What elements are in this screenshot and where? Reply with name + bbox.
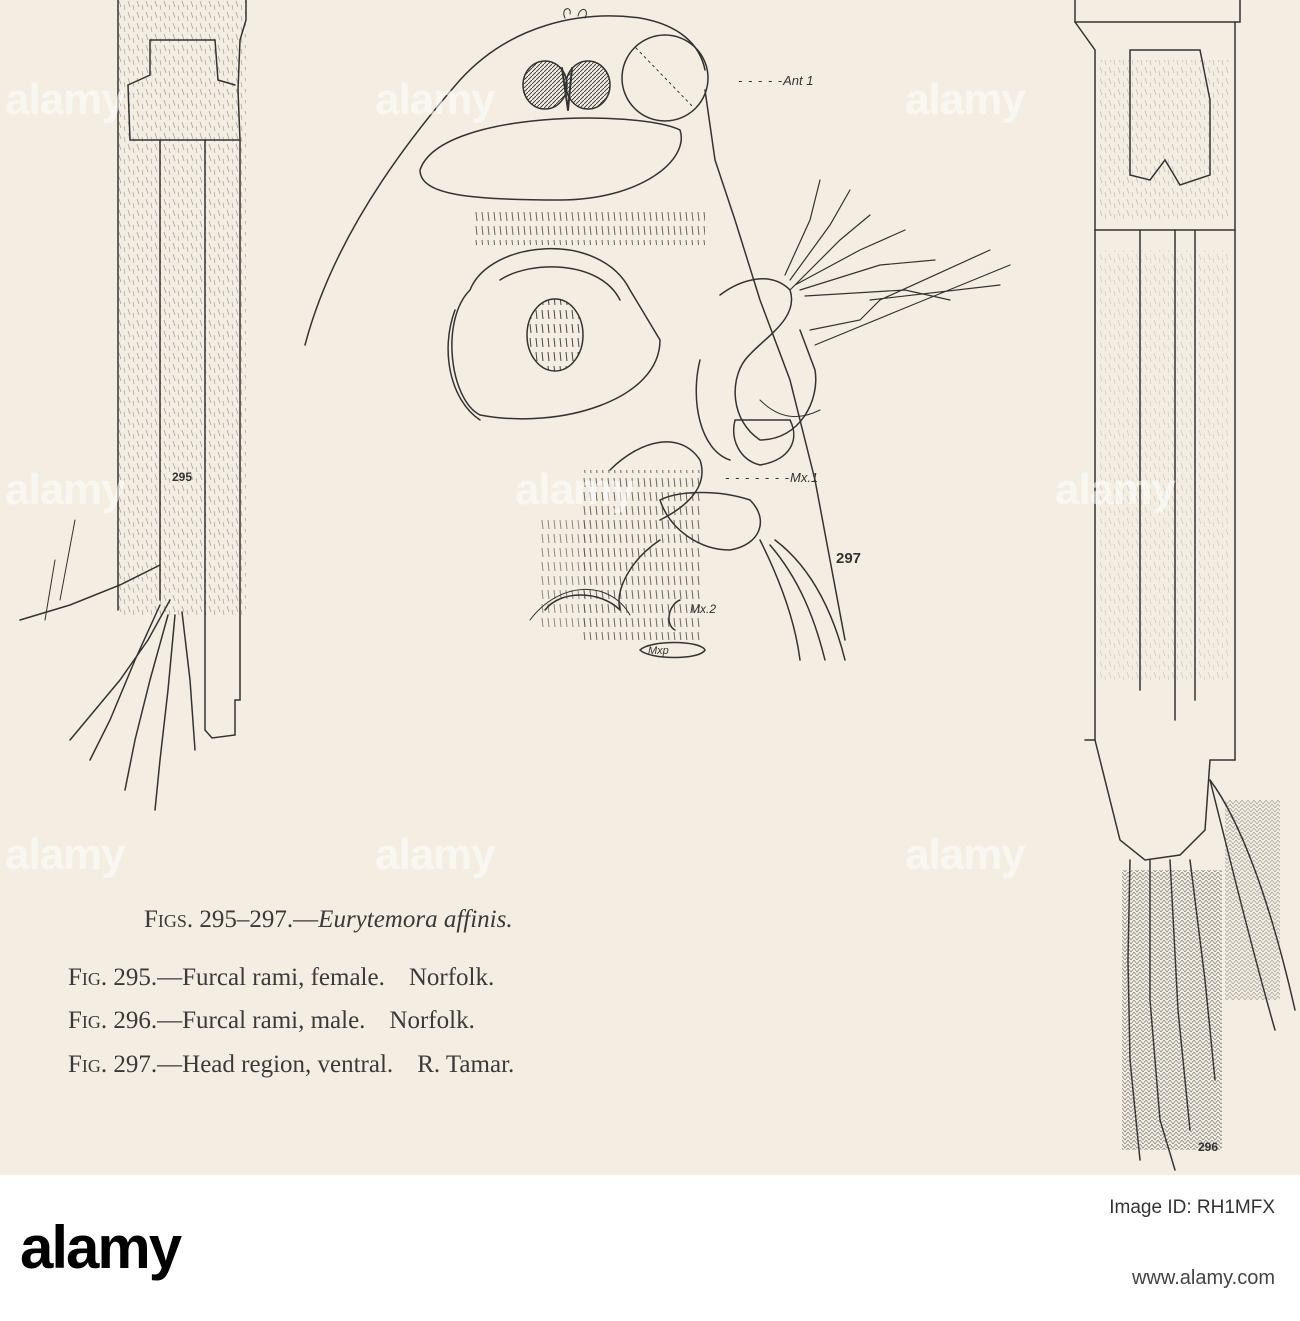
- watermark: alamy: [5, 830, 125, 879]
- label-mxp: Mxp: [648, 645, 669, 657]
- figure-number-295: 295: [172, 470, 193, 484]
- caption-line-295: Fig. 295.—Furcal rami, female. Norfolk.: [68, 964, 495, 991]
- label-mx1: - - - - - - -Mx.1: [725, 470, 819, 485]
- watermark: alamy: [5, 465, 125, 514]
- footer-bar: [0, 1175, 1300, 1321]
- alamy-logo[interactable]: alamy: [20, 1214, 181, 1281]
- watermark: alamy: [1055, 465, 1175, 514]
- figure-296-drawing: [1075, 0, 1295, 1170]
- watermark: alamy: [5, 75, 125, 124]
- figure-number-296: 296: [1198, 1140, 1219, 1154]
- watermark: alamy: [375, 830, 495, 879]
- figure-number-297: 297: [836, 550, 862, 567]
- image-id: Image ID: RH1MFX: [1109, 1197, 1275, 1218]
- caption-line-296: Fig. 296.—Furcal rami, male. Norfolk.: [68, 1007, 475, 1034]
- site-url[interactable]: www.alamy.com: [1132, 1267, 1275, 1289]
- label-ant1: - - - - -Ant 1: [738, 73, 814, 88]
- watermark: alamy: [905, 830, 1025, 879]
- label-mx2: Mx.2: [690, 602, 717, 616]
- watermark: alamy: [905, 75, 1025, 124]
- watermark: alamy: [375, 75, 495, 124]
- watermark: alamy: [515, 465, 635, 514]
- caption-line-297: Fig. 297.—Head region, ventral. R. Tamar.: [68, 1051, 515, 1078]
- caption-title: Figs. 295–297.—Eurytemora affinis.: [144, 906, 513, 933]
